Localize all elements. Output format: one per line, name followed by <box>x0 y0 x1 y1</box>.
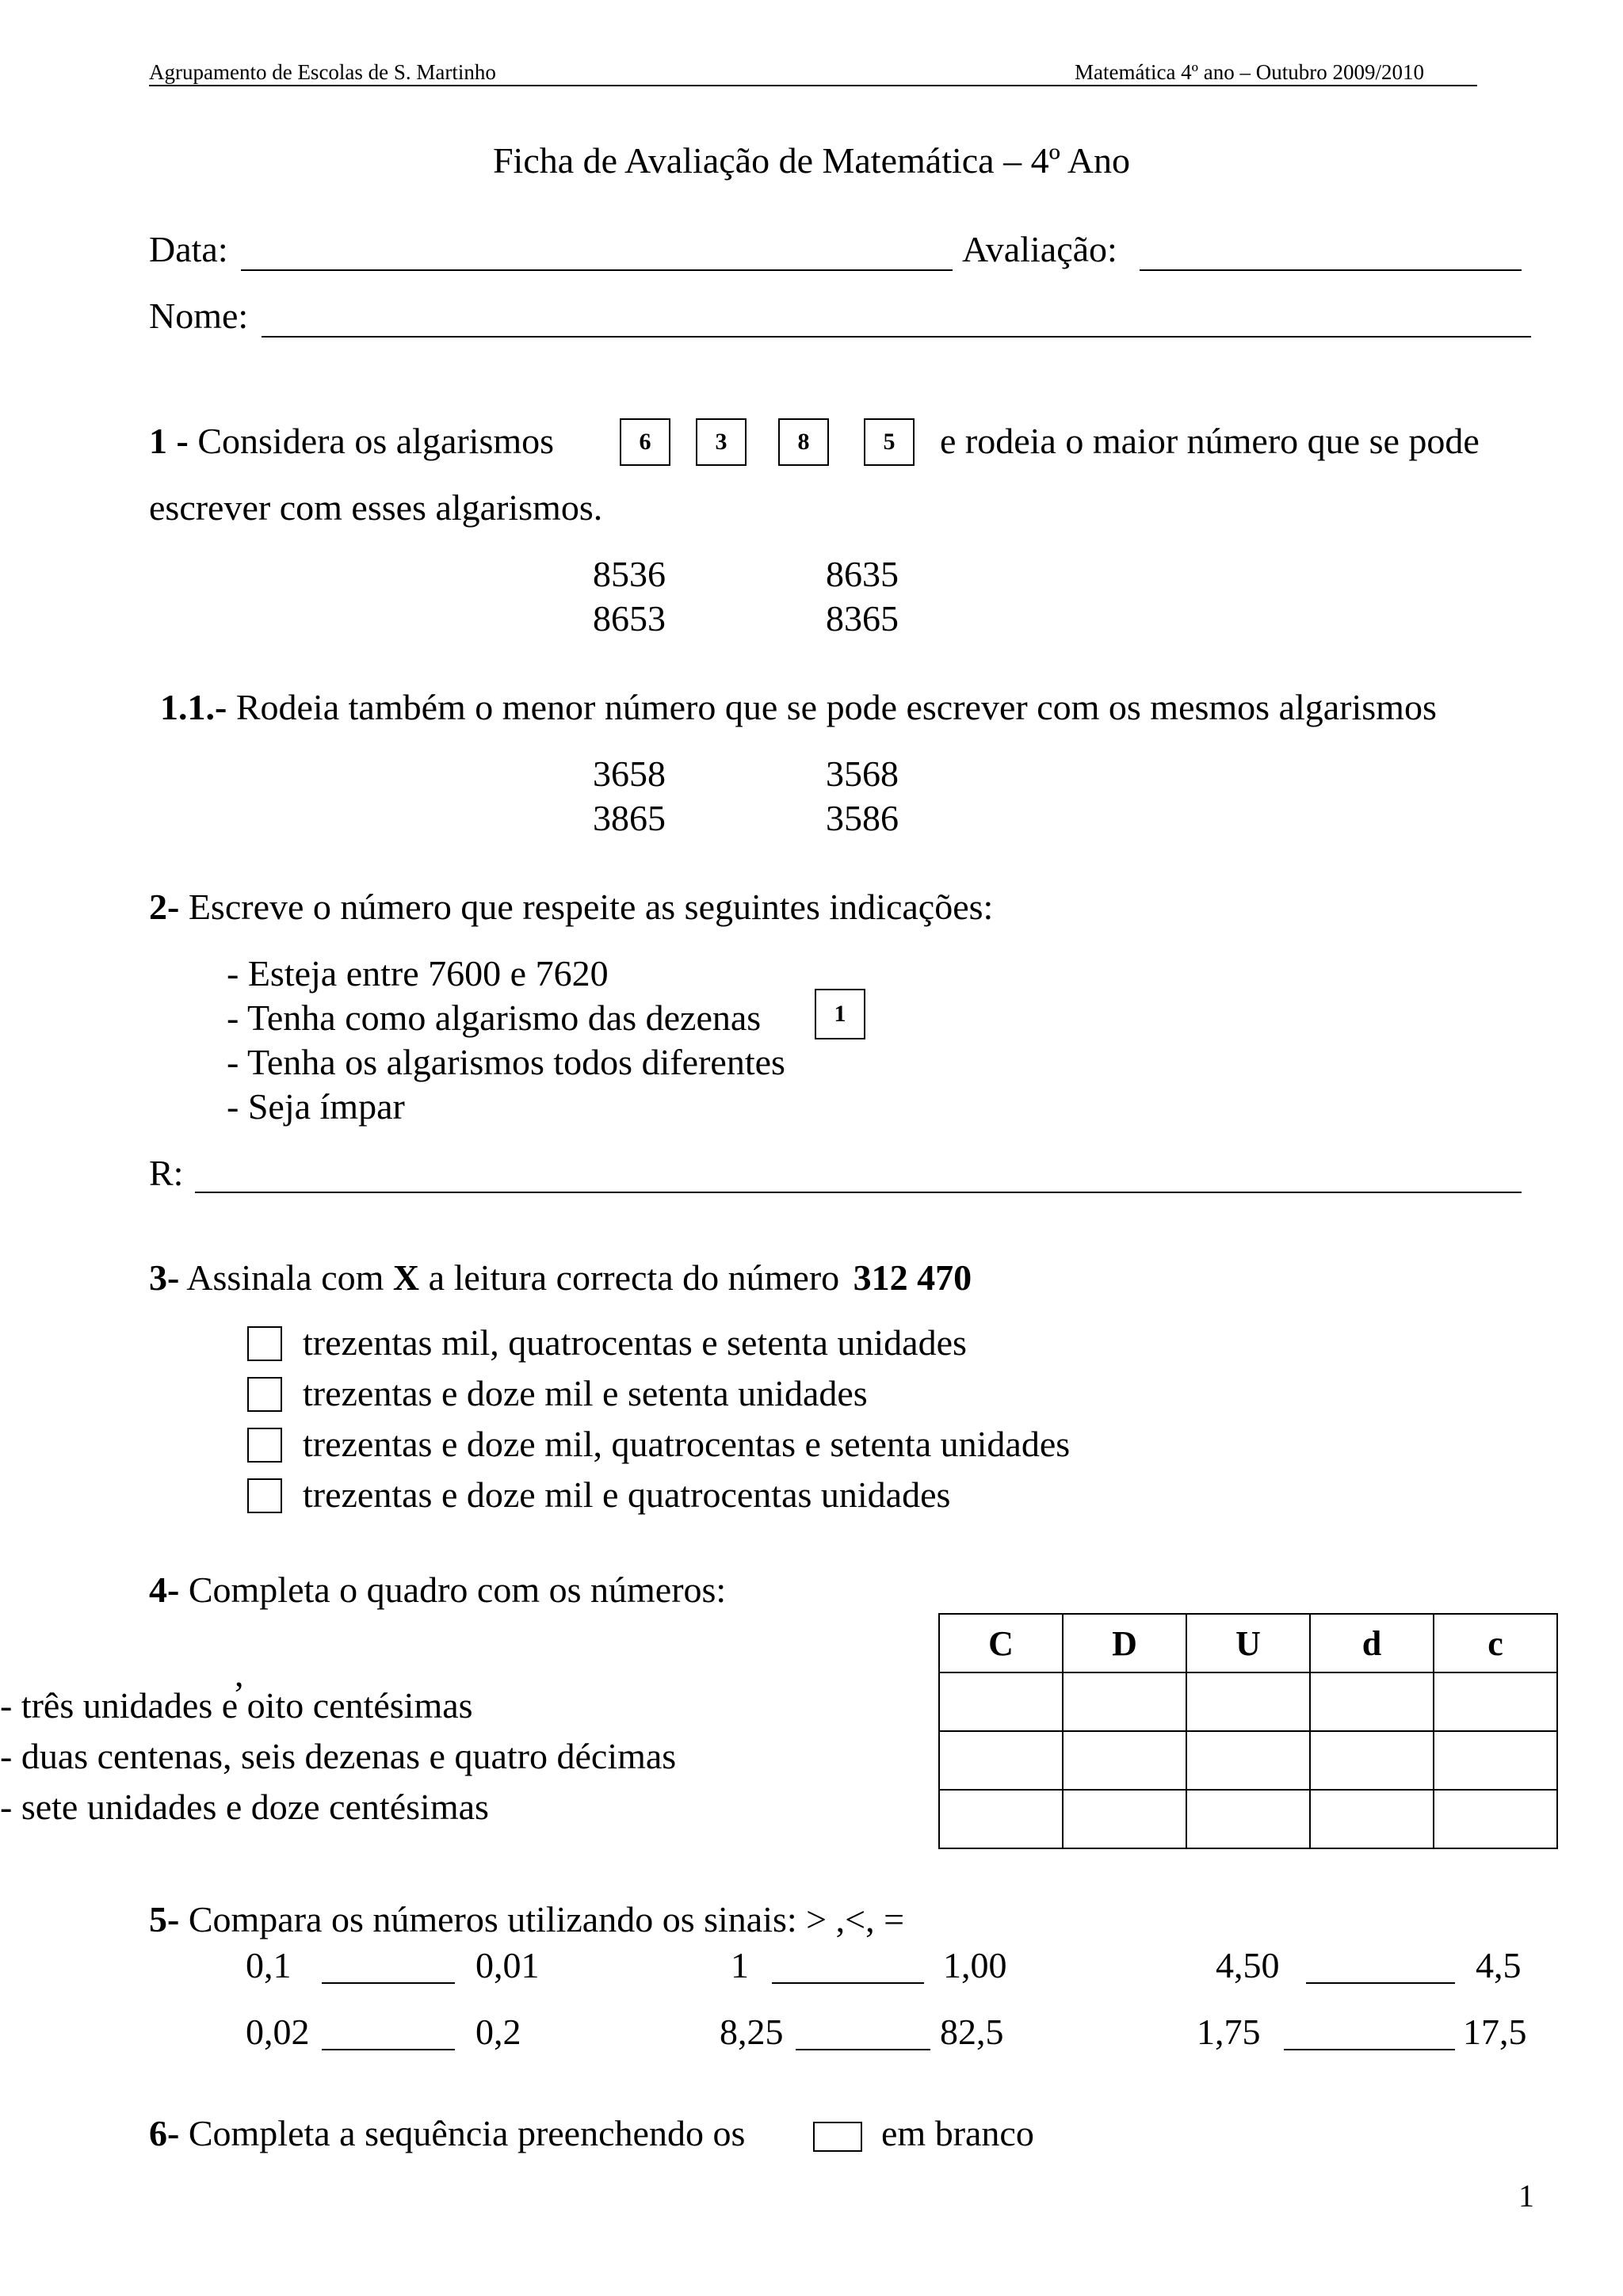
digit-box: 5 <box>864 418 915 466</box>
nome-label: Nome: <box>149 296 249 336</box>
table-cell[interactable] <box>1434 1790 1557 1848</box>
q3-option: trezentas e doze mil, quatrocentas e setenta unidades <box>303 1424 1071 1464</box>
col-header-d-dezenas: D <box>1063 1614 1186 1672</box>
header-left: Agrupamento de Escolas de S. Martinho <box>149 60 496 84</box>
q5-right-value: 82,5 <box>940 2012 1004 2052</box>
table-cell[interactable] <box>939 1731 1063 1790</box>
q3-mark: X <box>392 1257 420 1298</box>
table-cell[interactable] <box>1434 1731 1557 1790</box>
table-cell[interactable] <box>1063 1731 1186 1790</box>
place-value-table <box>938 1613 1558 1849</box>
q4-item: - duas centenas, seis dezenas e quatro décimas <box>0 1736 677 1776</box>
q1-text-after: e rodeia o maior número que se pode <box>940 421 1480 461</box>
digit-box: 3 <box>696 418 747 466</box>
q3-text-b: a leitura correcta do número <box>428 1257 840 1298</box>
avaliacao-label: Avaliação: <box>962 229 1117 269</box>
q1-option[interactable]: 8536 <box>593 554 666 594</box>
q1-option[interactable]: 8365 <box>826 598 899 639</box>
table-cell[interactable] <box>939 1672 1063 1731</box>
q2-condition: - Tenha como algarismo das dezenas <box>227 997 762 1038</box>
q1-text-before: Considera os algarismos <box>197 421 555 461</box>
q5-answer-blank[interactable] <box>322 1982 455 1984</box>
q2-condition: - Esteja entre 7600 e 7620 <box>227 953 609 994</box>
q2-condition: - Seja ímpar <box>227 1086 405 1127</box>
table-cell[interactable] <box>1310 1790 1434 1848</box>
q5-left-value: 8,25 <box>720 2012 784 2052</box>
q1-1-text: Rodeia também o menor número que se pode escrever com os mesmos algarismos <box>235 687 1437 727</box>
q4-item: - três unidades e oito centésimas <box>0 1685 473 1726</box>
q5-left-value: 1,75 <box>1197 2012 1261 2052</box>
q1-1-option[interactable]: 3568 <box>826 753 899 794</box>
q1-1-prompt <box>160 686 1437 728</box>
q6-prompt <box>149 2112 745 2154</box>
q5-left-value: 0,1 <box>246 1945 292 1985</box>
data-label: Data: <box>149 229 228 269</box>
q1-text-line2: escrever com esses algarismos. <box>149 487 603 528</box>
page-number: 1 <box>1518 2178 1534 2214</box>
q4-prompt <box>149 1569 726 1611</box>
q5-prompt <box>149 1898 904 1940</box>
q4-text: Completa o quadro com os números: <box>188 1569 727 1610</box>
table-row <box>939 1731 1557 1790</box>
q5-left-value: 1 <box>731 1945 749 1985</box>
table-cell[interactable] <box>1186 1672 1310 1731</box>
q3-checkbox[interactable] <box>247 1326 282 1361</box>
q2-answer-field[interactable] <box>195 1192 1522 1193</box>
q1-1-number: 1.1.- <box>160 687 227 727</box>
q1-prompt <box>149 420 554 462</box>
table-header-row <box>939 1614 1557 1672</box>
q1-1-option[interactable]: 3865 <box>593 798 666 838</box>
table-row <box>939 1790 1557 1848</box>
q2-number: 2- <box>149 887 180 927</box>
col-header-d-decimas: d <box>1310 1614 1434 1672</box>
q5-left-value: 0,02 <box>246 2012 310 2052</box>
table-cell[interactable] <box>1063 1790 1186 1848</box>
table-cell[interactable] <box>1186 1790 1310 1848</box>
q5-text: Compara os números utilizando os sinais: > ,<, = <box>188 1899 905 1939</box>
avaliacao-field[interactable] <box>1140 269 1522 271</box>
q2-text: Escreve o número que respeite as seguintes indicações: <box>188 887 994 927</box>
q3-option: trezentas e doze mil e setenta unidades <box>303 1373 868 1413</box>
q3-option: trezentas e doze mil e quatrocentas unidades <box>303 1474 951 1515</box>
table-cell[interactable] <box>1310 1672 1434 1731</box>
table-cell[interactable] <box>1310 1731 1434 1790</box>
q3-prompt <box>149 1257 972 1299</box>
q5-right-value: 1,00 <box>943 1945 1007 1985</box>
q1-number: 1 - <box>149 421 189 461</box>
q6-text-after: em branco <box>881 2113 1034 2153</box>
q2-answer-label: R: <box>149 1153 184 1193</box>
q4-item: - sete unidades e doze centésimas <box>0 1787 489 1827</box>
q3-target-number: 312 470 <box>853 1257 972 1298</box>
q2-condition: - Tenha os algarismos todos diferentes <box>227 1042 785 1082</box>
data-field[interactable] <box>241 269 953 271</box>
q5-right-value: 0,2 <box>475 2012 521 2052</box>
blank-box-example <box>813 2122 862 2152</box>
q5-answer-blank[interactable] <box>1284 2049 1455 2050</box>
col-header-c-centenas: C <box>939 1614 1063 1672</box>
col-header-u-unidades: U <box>1186 1614 1310 1672</box>
q5-right-value: 17,5 <box>1463 2012 1527 2052</box>
q6-number: 6- <box>149 2113 180 2153</box>
q5-left-value: 4,50 <box>1216 1945 1280 1985</box>
q5-answer-blank[interactable] <box>322 2049 455 2050</box>
q4-number: 4- <box>149 1569 180 1610</box>
table-cell[interactable] <box>939 1790 1063 1848</box>
q5-right-value: 4,5 <box>1476 1945 1522 1985</box>
header-right: Matemática 4º ano – Outubro 2009/2010 <box>1075 60 1425 84</box>
table-cell[interactable] <box>1063 1672 1186 1731</box>
q5-right-value: 0,01 <box>475 1945 540 1985</box>
q4-comma: , <box>235 1653 244 1694</box>
col-header-c-centesimas: c <box>1434 1614 1557 1672</box>
q1-option[interactable]: 8635 <box>826 554 899 594</box>
header-rule <box>149 85 1477 86</box>
q3-checkbox[interactable] <box>247 1428 282 1463</box>
q1-1-option[interactable]: 3586 <box>826 798 899 838</box>
q5-answer-blank[interactable] <box>796 2049 930 2050</box>
table-cell[interactable] <box>1186 1731 1310 1790</box>
q1-option[interactable]: 8653 <box>593 598 666 639</box>
q3-option: trezentas mil, quatrocentas e setenta unidades <box>303 1322 967 1363</box>
q5-number: 5- <box>149 1899 180 1939</box>
q3-checkbox[interactable] <box>247 1377 282 1412</box>
tens-digit-box: 1 <box>815 989 865 1039</box>
q3-number: 3- <box>149 1257 180 1298</box>
q2-prompt <box>149 886 993 928</box>
digit-box: 6 <box>620 418 670 466</box>
table-cell[interactable] <box>1434 1672 1557 1731</box>
digit-box: 8 <box>778 418 829 466</box>
q6-text-before: Completa a sequência preenchendo os <box>188 2113 746 2153</box>
q3-text-a: Assinala com <box>186 1257 384 1298</box>
q5-answer-blank[interactable] <box>772 1982 924 1984</box>
q1-1-option[interactable]: 3658 <box>593 753 666 794</box>
q5-answer-blank[interactable] <box>1306 1982 1455 1984</box>
table-row <box>939 1672 1557 1731</box>
nome-field[interactable] <box>262 336 1531 338</box>
page-title: Ficha de Avaliação de Matemática – 4º Ano <box>492 140 1131 181</box>
q3-checkbox[interactable] <box>247 1478 282 1513</box>
